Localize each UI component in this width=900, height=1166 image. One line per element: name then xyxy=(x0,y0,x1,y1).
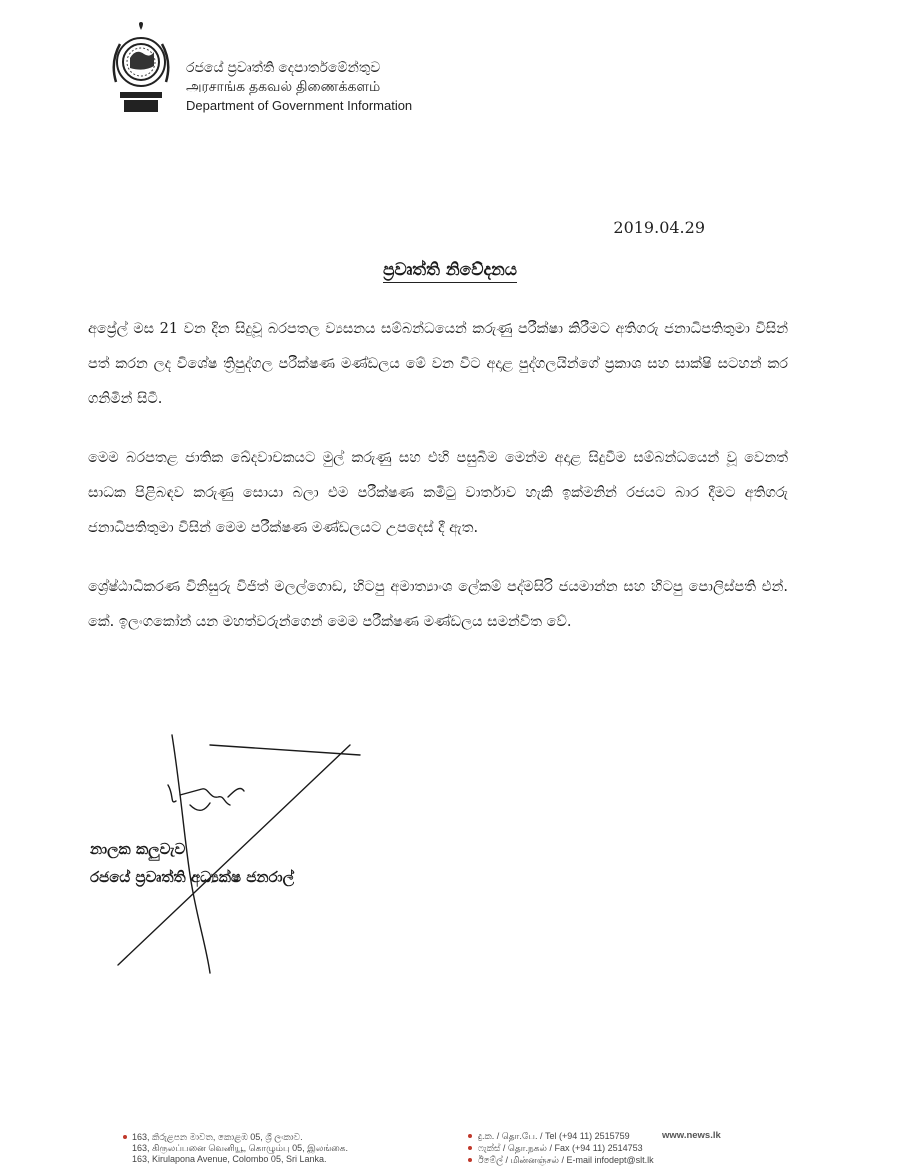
footer-address xyxy=(132,1132,348,1165)
department-name-english: Department of Government Information xyxy=(186,98,413,113)
paragraph-1: අප්‍රේල් මස 21 වන දින සිදුවූ බරපතල ව්‍යසනය සම්බන්ධයෙන් කරුණු පරීක්ෂා කිරීමට අතිගරු ජනාධිපතිතුමා විසින් පත් කරන ලද විශේෂ ත්‍රිපුද්ගල පරීක්ෂණ මණ්ඩලය මේ වන විට අදාළ පුද්ගලයින්ගේ ප්‍රකාශ සහ සාක්ෂි සටහන් කර ගනිමින් සිටී. xyxy=(88,321,788,407)
bullet-icon xyxy=(468,1134,472,1138)
document-date: 2019.04.29 xyxy=(613,218,705,237)
telephone: දු.ක. / தொ.பே. / Tel (+94 11) 2515759 xyxy=(478,1131,630,1141)
document-title xyxy=(0,260,900,280)
email: ඊමේල් / மின்னஞ்சல் / E-mail infodept@slt.lk xyxy=(478,1155,654,1165)
letterhead xyxy=(108,22,528,122)
fax: ෆැක්ස් / தொ.நகல் / Fax (+94 11) 2514753 xyxy=(478,1143,643,1153)
sri-lanka-emblem-icon xyxy=(108,22,174,118)
department-name xyxy=(186,58,412,115)
department-name-sinhala: රජයේ ප්‍රවෘත්ති දෙපාර්තමේන්තුව xyxy=(186,59,381,75)
signer-title: රජයේ ප්‍රවෘත්ති අධ්‍යක්ෂ ජනරාල් xyxy=(90,868,295,886)
signer-block xyxy=(90,835,294,891)
address-english: 163, Kirulapona Avenue, Colombo 05, Sri Lanka. xyxy=(132,1154,327,1164)
bullet-icon xyxy=(468,1146,472,1150)
document-body xyxy=(88,312,788,664)
paragraph-2: මෙම බරපතළ ජාතික ඛේදවාචකයට මුල් කරුණු සහ එහි පසුබිම මෙන්ම අදාළ සිදුවීම සම්බන්ධයෙන් වූ වෙනත් සාධක පිළිබඳව කරුණු සොයා බලා එම පරීක්ෂණ කමිටු වාර්තාව හැකි ඉක්මනින් රජයට බාර දීමට අතිගරු ජනාධිපතිතුමා විසින් මෙම පරීක්ෂණ මණ්ඩලයට උපදෙස් දී ඇත. xyxy=(88,450,788,536)
paragraph-3: ශ්‍රේෂ්ඨාධිකරණ විනිසුරු විජිත් මලල්ගොඩ, හිටපු අමාත්‍යාංශ ලේකම් පද්මසිරි ජයමාන්න සහ හිටපු පොලිස්පති එන්. කේ. ඉලංගකෝන් යන මහත්වරුන්ගෙන් මෙම පරීක්ෂණ මණ්ඩලය සමන්විත වේ. xyxy=(88,579,788,630)
website-link[interactable]: www.news.lk xyxy=(662,1130,721,1141)
document-title-text: ප්‍රවෘත්ති නිවේදනය xyxy=(383,260,517,283)
signer-name: නාලක කලුවැව xyxy=(90,840,186,858)
department-name-tamil: அரசாங்க தகவல் திணைக்களம் xyxy=(186,78,381,94)
footer xyxy=(0,1120,900,1164)
address-tamil: 163, கிருலப்பனை வெனியூ, கொழும்பு 05, இலங்கை. xyxy=(132,1143,349,1153)
bullet-icon xyxy=(123,1135,127,1139)
bullet-icon xyxy=(468,1158,472,1162)
footer-contacts xyxy=(478,1130,654,1166)
address-sinhala: 163, කිරුළපන මාවත, කොළඹ 05, ශ්‍රී ලංකාව. xyxy=(132,1132,303,1142)
